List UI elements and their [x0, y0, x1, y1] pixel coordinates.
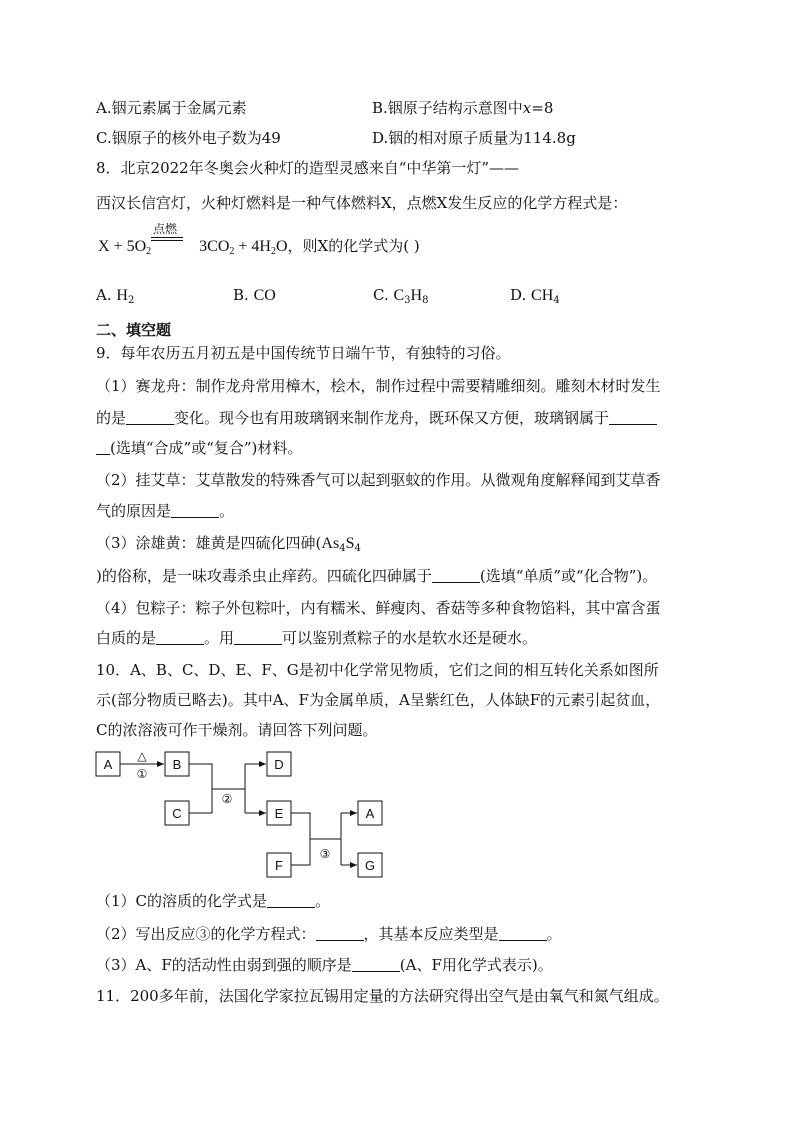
answer-blank[interactable]	[499, 926, 547, 941]
label-e: E	[274, 806, 284, 821]
reaction-2-label: ②	[221, 792, 233, 806]
label-g: G	[364, 858, 376, 873]
q10-part3: （3）A、F的活动性由弱到强的顺序是 (A、F用化学式表示)。	[96, 956, 553, 974]
connector-bc	[189, 764, 212, 813]
heat-symbol: △	[137, 749, 147, 763]
option-7b: B.铟原子结构示意图中x=8	[372, 99, 554, 117]
q8-option-d: D. $CH_4$	[510, 286, 560, 306]
q9-part3-line1: （3）涂雄黄：雄黄是四硫化四砷($As_4S_4$	[96, 534, 361, 554]
reaction-1-label: ①	[136, 767, 148, 781]
q9-part4-line1: （4）包粽子：粽子外包粽叶，内有糯米、鲜瘦肉、香菇等多种食物馅料，其中富含蛋	[96, 599, 661, 617]
label-b: B	[172, 757, 182, 772]
q8-stem-line1: 8．北京2022年冬奥会火种灯的造型灵感来自“中华第一灯”——	[96, 159, 520, 177]
q9-stem: 9．每年农历五月初五是中国传统节日端午节，有独特的习俗。	[96, 344, 511, 362]
q9-part1-line3: (选填“合成”或“复合”)材料。	[96, 438, 302, 458]
q10-part1: （1）C的溶质的化学式是 。	[96, 892, 331, 910]
q8-option-c: C. $C_3H_8$	[373, 286, 429, 306]
label-d: D	[274, 757, 284, 772]
q10-stem-line2: 示(部分物质已略去)。其中A、F为金属单质，A呈紫红色，人体缺F的元素引起贫血，	[96, 691, 661, 709]
answer-blank[interactable]	[267, 893, 315, 908]
label-c: C	[172, 806, 182, 821]
q10-stem-line1: 10．A、B、C、D、E、F、G是初中化学常见物质，它们之间的相互转化关系如图所	[96, 661, 659, 679]
label-a-product: A	[365, 806, 375, 821]
answer-blank[interactable]	[352, 957, 400, 972]
label-a: A	[103, 757, 113, 772]
reaction-condition: 点燃	[153, 222, 178, 236]
q8-equation: $X + 5O_2$ $3CO_2 + 4H_2O$，则X的化学式为( )	[98, 237, 420, 257]
section-title: 二、填空题	[96, 321, 172, 339]
connector-ef	[291, 813, 310, 865]
reaction-3-label: ③	[319, 847, 331, 861]
q10-stem-line3: C的浓溶液可作干燥剂。请回答下列问题。	[96, 721, 378, 739]
answer-blank[interactable]	[316, 926, 364, 941]
q9-part2-line1: （2）挂艾草：艾草散发的特殊香气可以起到驱蚊的作用。从微观角度解释闻到艾草香	[96, 471, 661, 489]
label-f: F	[275, 858, 283, 873]
q10-part2: （2）写出反应③的化学方程式： ，其基本反应类型是 。	[96, 925, 562, 943]
q8-stem-line2: 西汉长信宫灯，火种灯燃料是一种气体燃料X，点燃X发生反应的化学方程式是：	[96, 194, 628, 212]
option-7a: A.铟元素属于金属元素	[96, 99, 247, 117]
option-7d: D.铟的相对原子质量为114.8g	[372, 129, 576, 147]
q9-part2-line2: 气的原因是 。	[96, 502, 235, 520]
q8-option-b: B. CO	[233, 286, 276, 304]
q8-option-a: A. $H_2$	[96, 286, 135, 306]
q9-part4-line2: 白质的是 。用 可以鉴别煮粽子的水是软水还是硬水。	[96, 629, 538, 647]
q11-stem: 11．200多年前，法国化学家拉瓦锡用定量的方法研究得出空气是由氧气和氮气组成。	[96, 987, 669, 1005]
option-7c: C.铟原子的核外电子数为49	[96, 129, 281, 147]
q9-part3-line2: )的俗称，是一味攻毒杀虫止痒药。四硫化四砷属于 (选填“单质”或“化合物”)。	[96, 567, 658, 585]
q9-part1-line1: （1）赛龙舟：制作龙舟常用樟木，桧木，制作过程中需要精雕细刻。雕刻木材时发生	[96, 377, 661, 395]
q9-part1-line2: 的是 变化。现今也有用玻璃钢来制作龙舟，既环保又方便，玻璃钢属于	[96, 408, 657, 428]
